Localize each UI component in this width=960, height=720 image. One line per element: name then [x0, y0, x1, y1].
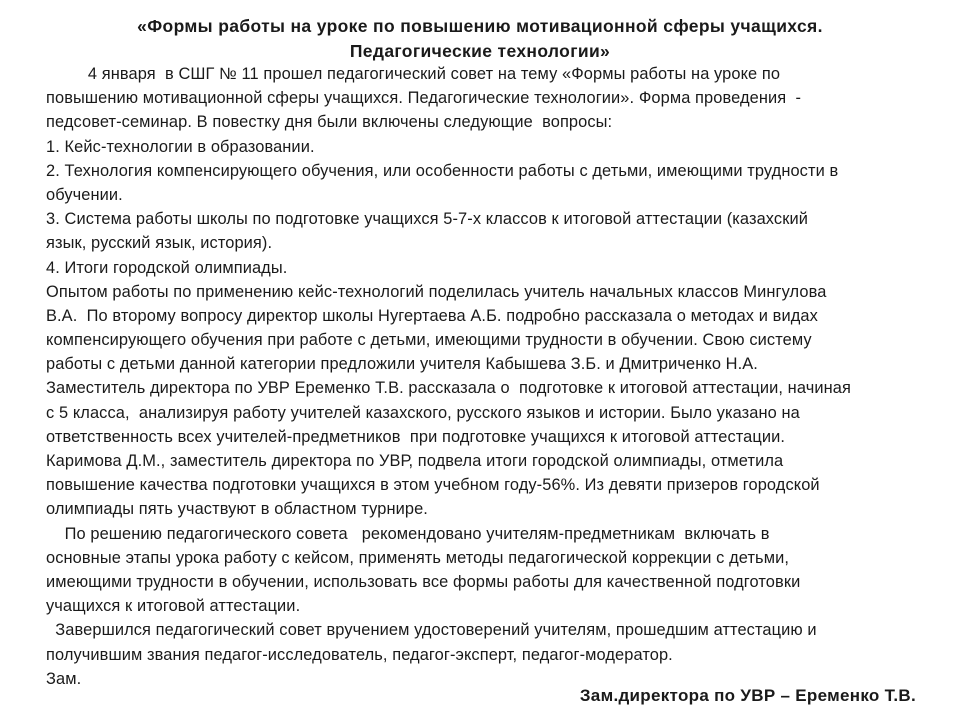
body-line: Зам. — [46, 669, 82, 688]
body-line: основные этапы урока работу с кейсом, применять методы педагогической коррекции с детьми, — [46, 548, 789, 567]
body-line: компенсирующего обучения при работе с детьми, имеющими трудности в обучении. Свою систему — [46, 331, 812, 350]
body-line: В.А. По второму вопросу директор школы Нугертаева А.Б. подробно рассказала о методах и видах — [46, 306, 818, 325]
body-line: имеющими трудности в обучении, использовать все формы работы для качественной подготовки — [46, 572, 801, 591]
body-line: Каримова Д.М., заместитель директора по УВР, подвела итоги городской олимпиады, отметила — [46, 452, 784, 470]
body-line: получившим звания педагог-исследователь, педагог-эксперт, педагог-модератор. — [46, 645, 673, 664]
body-line: 4 января в СШГ № 11 прошел педагогический совет на тему «Формы работы на уроке по — [46, 65, 781, 83]
title-line-2: Педагогические технологии» — [349, 41, 611, 61]
body-line: повышению мотивационной сферы учащихся. Педагогические технологии». Форма проведения - — [46, 89, 802, 108]
title-line-1: «Формы работы на уроке по повышению мотивационной сферы учащихся. — [137, 16, 823, 36]
body-line: повышение качества подготовки учащихся в этом учебном году-56%. Из девяти призеров городской — [46, 476, 820, 495]
body-line: обучении. — [46, 185, 123, 204]
signature: Зам.директора по УВР – Еременко Т.В. — [579, 686, 916, 705]
body-line: Завершился педагогический совет вручением удостоверений учителям, прошедшим аттестацию и — [46, 621, 817, 640]
body-line: 3. Система работы школы по подготовке учащихся 5-7-х классов к итоговой аттестации (казахский — [46, 210, 808, 229]
body-line: работы с детьми данной категории предложили учителя Кабышева З.Б. и Дмитриченко Н.А. — [46, 355, 758, 374]
document-title — [60, 14, 900, 64]
body-line: олимпиады пять участвуют в областном турнире. — [46, 500, 428, 519]
body-line: учащихся к итоговой аттестации. — [46, 597, 301, 616]
body-line: педсовет-семинар. В повестку дня были включены следующие вопросы: — [46, 113, 613, 132]
body-line: 2. Технология компенсирующего обучения, или особенности работы с детьми, имеющими трудности в — [46, 161, 839, 180]
body-line: 1. Кейс-технологии в образовании. — [46, 137, 315, 156]
body-line: ответственность всех учителей-предметников при подготовке учащихся к итоговой аттестации. — [46, 427, 786, 446]
body-line: язык, русский язык, история). — [46, 234, 273, 253]
body-line: 4. Итоги городской олимпиады. — [46, 258, 288, 277]
body-line: Опытом работы по применению кейс-технологий поделилась учитель начальных классов Мингулова — [46, 282, 827, 301]
body-line: с 5 класса, анализируя работу учителей казахского, русского языков и истории. Было указано на — [46, 403, 800, 422]
body-line: По решению педагогического совета рекомендовано учителям-предметникам включать в — [46, 524, 770, 543]
body-line: Заместитель директора по УВР Еременко Т.В. рассказала о подготовке к итоговой аттестации, начиная — [46, 379, 851, 398]
document-body — [46, 62, 916, 691]
